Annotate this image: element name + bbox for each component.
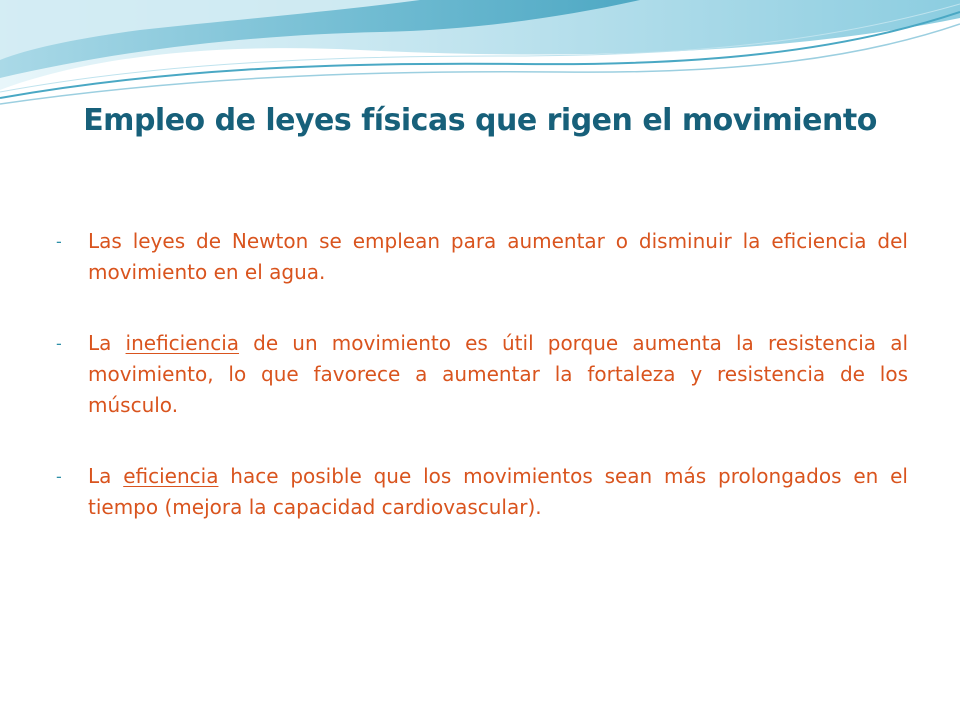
bullet-item xyxy=(56,328,908,421)
bullet-item xyxy=(56,226,908,288)
bullet-marker: - xyxy=(56,334,62,353)
bullet-text: Las leyes de Newton se emplean para aumentar o disminuir la eficiencia del movimiento en el agua. xyxy=(88,229,908,284)
slide-title: Empleo de leyes físicas que rigen el movimiento xyxy=(83,103,877,138)
bullet-text xyxy=(88,464,908,519)
bullet-item xyxy=(56,461,908,523)
bullet-text-prefix: La xyxy=(88,464,124,488)
bullet-text-suffix: de un movimiento es útil porque aumenta la resistencia al movimiento, lo que favorece a aumentar la fortaleza y resistencia de los músculo. xyxy=(88,331,909,417)
bullet-text-prefix: La xyxy=(88,331,126,355)
bullet-text-suffix: hace posible que los movimientos sean más prolongados en el tiempo (mejora la capacidad cardiovascular). xyxy=(88,464,908,519)
slide-body xyxy=(56,226,908,563)
bullet-marker: - xyxy=(56,232,62,251)
underlined-term: ineficiencia xyxy=(125,331,240,355)
underlined-term: eficiencia xyxy=(123,464,219,488)
bullet-marker: - xyxy=(56,467,62,486)
bullet-text xyxy=(88,331,908,417)
